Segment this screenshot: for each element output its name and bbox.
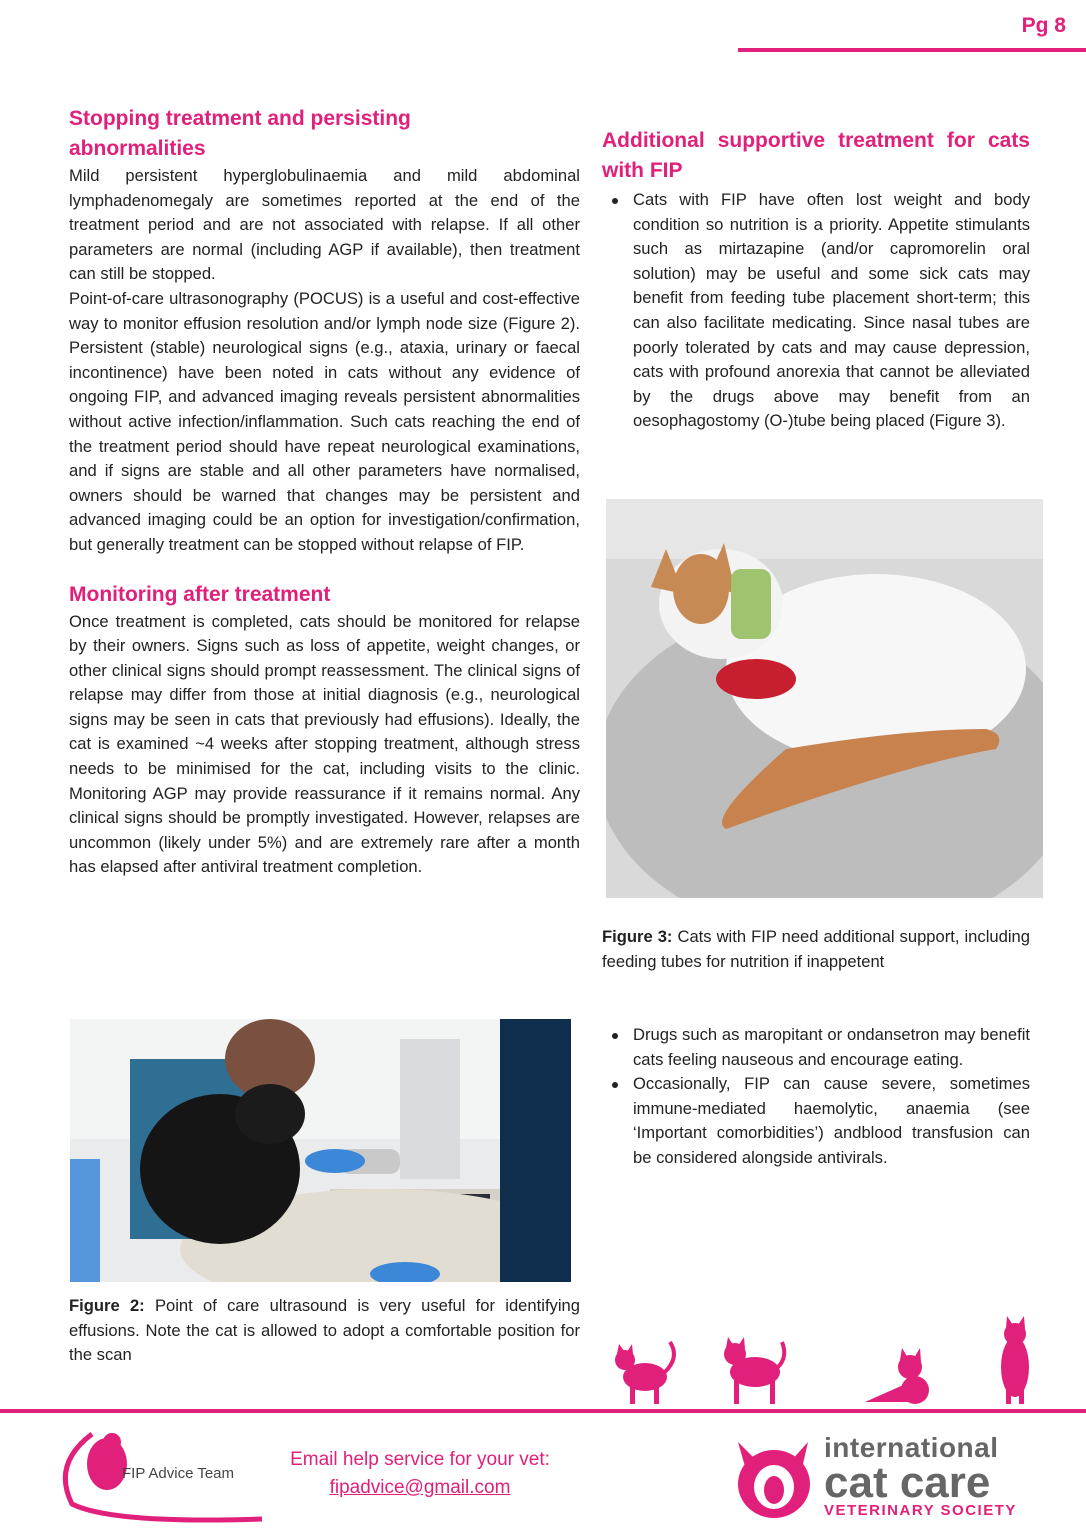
- icc-cat-logo-icon: [728, 1432, 820, 1524]
- figure-3-cat-feeding-tube-photo: [606, 499, 1043, 898]
- header-rule: [738, 48, 1086, 52]
- cat-silhouette-icon: [615, 1342, 674, 1404]
- heading-stopping-treatment: Stopping treatment and persisting abnormalities: [69, 107, 411, 160]
- figure-2-label: Figure 2:: [69, 1296, 145, 1315]
- cat-silhouette-icon: [865, 1348, 929, 1404]
- bullet-dot: [612, 1082, 618, 1088]
- figure-3-caption: [602, 925, 1030, 974]
- heading-monitoring: Monitoring after treatment: [69, 582, 331, 606]
- paragraph-persistent-abnormalities: Mild persistent hyperglobulinaemia and mild abdominal lymphadenomegaly are sometimes reported at the end of the treatment period and are not associated with relapse. If all other parameters are normal (including AGP if available), then treatment can still be stopped.: [69, 166, 580, 284]
- right-column: [602, 126, 1030, 434]
- cat-silhouettes-decoration: [610, 1312, 1040, 1407]
- cat-silhouette-icon: [1001, 1316, 1029, 1404]
- page-number: Pg 8: [1021, 14, 1066, 37]
- bullet-anaemia-text: Occasionally, FIP can cause severe, sometimes immune-mediated haemolytic, anaemia (see ‘Important comorbidities’) andblood transfusion can be considered alongside antivirals.: [633, 1074, 1030, 1167]
- email-link[interactable]: fipadvice@gmail.com: [329, 1477, 511, 1498]
- email-help-text: Email help service for your vet:: [290, 1449, 550, 1470]
- fip-advice-team-text: FIP Advice Team: [122, 1465, 235, 1482]
- figure-2-caption: [69, 1294, 580, 1368]
- figure-2-ultrasound-photo: [70, 1019, 571, 1282]
- heading-supportive-treatment: Additional supportive treatment for cats with FIP: [602, 129, 1030, 182]
- bullet-dot: [612, 198, 618, 204]
- cat-silhouette-icon: [724, 1337, 784, 1404]
- footer-email-block: [262, 1446, 578, 1502]
- icc-logo-line-3: VETERINARY SOCIETY: [824, 1502, 1017, 1519]
- figure-3-label: Figure 3:: [602, 927, 673, 946]
- footer-rule: [0, 1409, 1086, 1413]
- figure-2-text: Point of care ultrasound is very useful for identifying effusions. Note the cat is allowed to adopt a comfortable position for the scan: [69, 1296, 580, 1365]
- right-column-lower: [602, 1023, 1030, 1171]
- bullet-antiemetics: [602, 1023, 1030, 1072]
- bullet-nutrition-text: Cats with FIP have often lost weight and body condition so nutrition is a priority. Appetite stimulants such as mirtazapine (and/or capromorelin oral solution) may be useful and some sick cats may benefit from feeding tube placement short-term; this can also facilitate medicating. Since nasal tubes are poorly tolerated by cats and may cause depression, cats with profound anorexia that cannot be alleviated by the drugs above may benefit from an oesophagostomy (O-)tube being placed (Figure 3).: [633, 190, 1030, 431]
- paragraph-monitoring: Once treatment is completed, cats should be monitored for relapse by their owners. Signs such as loss of appetite, weight changes, or other clinical signs should prompt reassessment. The clinical signs of relapse may differ from those at initial diagnosis (e.g., neurological signs may be seen in cats that previously had effusions). Ideally, the cat is examined ~4 weeks after stopping treatment, although stress needs to be minimised for the cat, including visits to the clinic. Monitoring AGP may provide reassurance if it remains normal. Any clinical signs should be promptly investigated. However, relapses are uncommon (likely under 5%) and are extremely rare after a month has elapsed after antiviral treatment completion.: [69, 611, 580, 877]
- paragraph-pocus: Point-of-care ultrasonography (POCUS) is a useful and cost-effective way to monitor effusion resolution and/or lymph node size (Figure 2). Persistent (stable) neurological signs (e.g., ataxia, urinary or faecal incontinence) have been noted in cats without any evidence of ongoing FIP, and advanced imaging reveals persistent abnormalities without active infection/inflammation. Such cats reaching the end of the treatment period should have repeat neurological examinations, and if signs are stable and all other parameters have normalised, owners should be warned that changes may be persistent and advanced imaging could be an option for investigation/confirmation, but generally treatment can be stopped without relapse of FIP.: [69, 288, 580, 554]
- left-column: [69, 104, 580, 880]
- icc-logo-line-2: cat care: [824, 1458, 991, 1507]
- bullet-nutrition: [602, 188, 1030, 434]
- figure-3-text: Cats with FIP need additional support, including feeding tubes for nutrition if inappetent: [602, 927, 1030, 971]
- bullet-antiemetics-text: Drugs such as maropitant or ondansetron may benefit cats feeling nauseous and encourage eating.: [633, 1025, 1030, 1069]
- bullet-dot: [612, 1033, 618, 1039]
- icc-logo-line-1: international: [824, 1432, 999, 1463]
- bullet-anaemia: [602, 1072, 1030, 1170]
